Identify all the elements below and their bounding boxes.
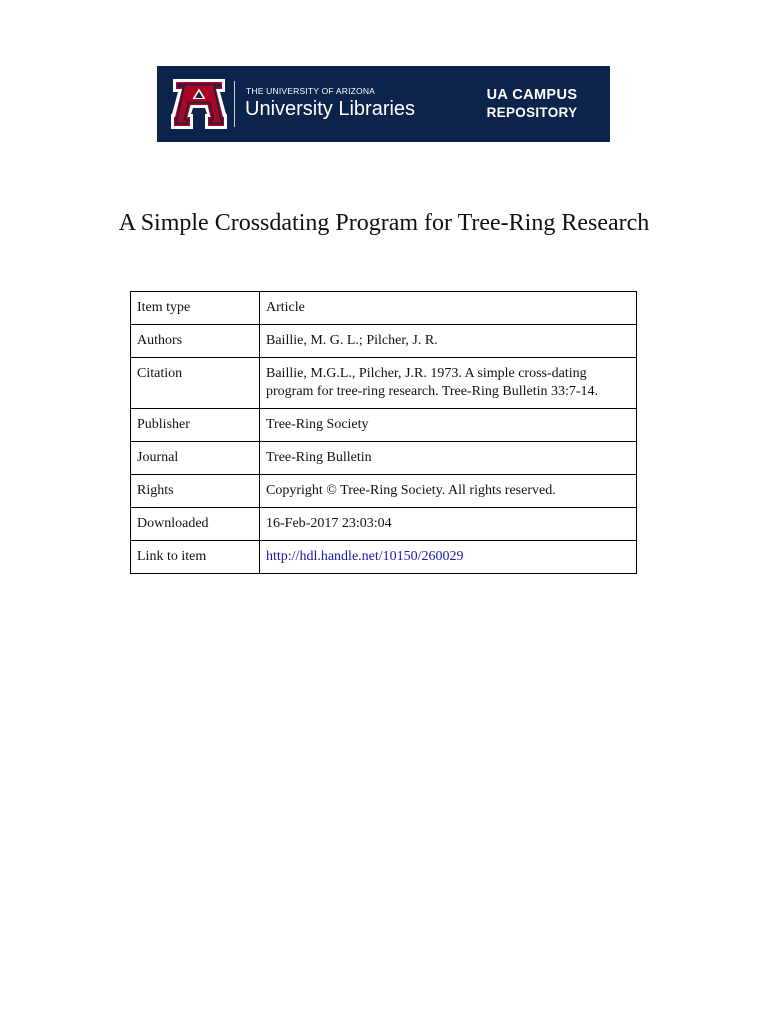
downloaded-value: 16-Feb-2017 23:03:04 — [260, 508, 637, 541]
table-row — [131, 508, 637, 541]
citation-label: Citation — [131, 358, 260, 409]
item-link[interactable]: http://hdl.handle.net/10150/260029 — [266, 549, 464, 564]
table-row — [131, 475, 637, 508]
authors-label: Authors — [131, 325, 260, 358]
repository-label: REPOSITORY — [486, 105, 578, 120]
link-label: Link to item — [131, 541, 260, 574]
rights-value: Copyright © Tree-Ring Society. All rights reserved. — [260, 475, 637, 508]
table-row — [131, 409, 637, 442]
publisher-label: Publisher — [131, 409, 260, 442]
journal-label: Journal — [131, 442, 260, 475]
journal-value: Tree-Ring Bulletin — [260, 442, 637, 475]
item-type-label: Item type — [131, 292, 260, 325]
metadata-table — [130, 291, 637, 574]
banner-divider — [234, 81, 235, 127]
libraries-name: University Libraries — [245, 98, 416, 120]
item-type-value: Article — [260, 292, 637, 325]
table-row — [131, 325, 637, 358]
downloaded-label: Downloaded — [131, 508, 260, 541]
rights-label: Rights — [131, 475, 260, 508]
campus-label: UA CAMPUS — [486, 87, 578, 103]
table-row — [131, 442, 637, 475]
document-title: A Simple Crossdating Program for Tree-Ring Research — [118, 210, 650, 236]
table-row — [131, 292, 637, 325]
arizona-a-logo-icon — [171, 78, 227, 130]
university-name: THE UNIVERSITY OF ARIZONA — [246, 86, 376, 96]
repository-banner — [157, 66, 610, 142]
table-row — [131, 358, 637, 409]
table-row — [131, 541, 637, 574]
link-cell — [260, 541, 637, 574]
authors-value: Baillie, M. G. L.; Pilcher, J. R. — [260, 325, 637, 358]
publisher-value: Tree-Ring Society — [260, 409, 637, 442]
citation-value: Baillie, M.G.L., Pilcher, J.R. 1973. A simple cross-dating program for tree-ring research. Tree-Ring Bulletin 33:7-14. — [260, 358, 637, 409]
